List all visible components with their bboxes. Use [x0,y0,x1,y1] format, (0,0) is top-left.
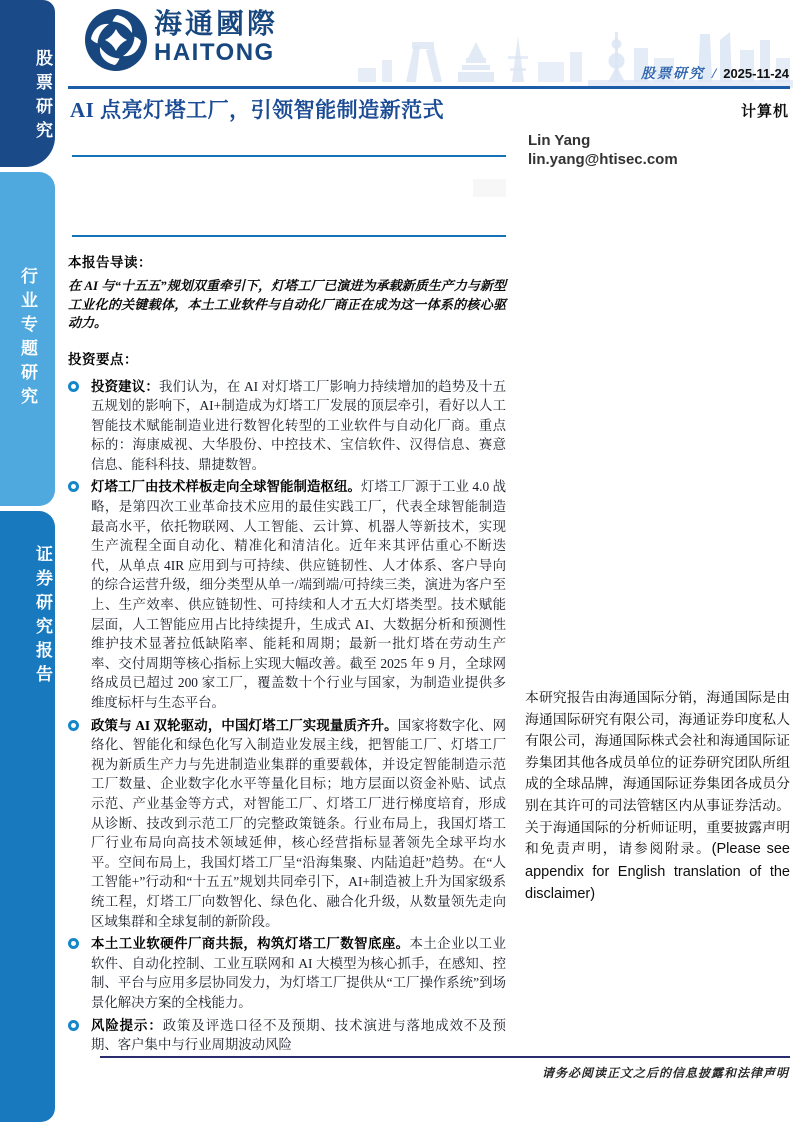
bullet-lead: 投资建议： [91,378,159,394]
report-body [68,251,506,1058]
guide-summary: 在 AI 与“十五五”规划双重牵引下，灯塔工厂已演进为承载新质生产力与新型工业化的关键载体，本土工业软件与自动化厂商正在成为这一体系的核心驱动力。 [68,278,506,330]
bullet-ring-icon [68,381,79,392]
analyst-email[interactable]: lin.yang@htisec.com [528,151,678,168]
list-item [68,377,506,475]
bullet-lead: 本土工业软硬件厂商共振，构筑灯塔工厂数智底座。 [91,936,410,952]
list-item [68,934,506,1012]
brand-wordmark [154,11,278,65]
bullet-body: 国家将数字化、网络化、智能化和绿色化写入制造业发展主线，把智能工厂、灯塔工厂视为新质生产力与先进制造业集群的重要载体，并设定智能制造示范工厂数量、企业数字化水平等量化目标；地方层面以资金补贴、试点示范、产业基金等方式，对智能工厂、灯塔工厂进行梯度培育，形成从诊断、技改到示范工厂的完整政策链条。行业布局上，我国灯塔工厂行业布局向高技术领域延伸，核心经营指标显著领先全球平均水平。空间布局上，我国灯塔工厂呈“沿海集聚、内陆追赶”趋势。在“人工智能+”行动和“十五五”规划共同牵引下，AI+制造被上升为国家级系统工程，灯塔工厂向数智化、绿色化、融合化升级，从数量领先走向区域集群和全球复制的新阶段。 [91,717,507,929]
analyst-name: Lin Yang [528,132,591,149]
header-divider [68,86,790,89]
list-item [68,477,506,712]
bullet-paragraph [91,934,506,1012]
brand-name-en: HAITONG [154,39,275,66]
sidebar-securities-report [0,511,55,1122]
page-title: AI 点亮灯塔工厂，引领智能制造新范式 [70,98,445,122]
sidebar-stock-research-label: 股票研究 [33,48,52,145]
report-type-badge [641,63,789,83]
sidebar-industry-topic-label: 行业专题研究 [18,267,37,411]
guide-heading: 本报告导读： [68,255,152,270]
bullet-lead: 风险提示： [91,1017,163,1033]
sidebar-stock-research [0,0,55,167]
list-item [68,716,506,932]
distribution-disclaimer [525,687,790,906]
bullet-body: 灯塔工厂源于工业 4.0 战略，是第四次工业革命技术应用的最佳实践工厂，代表全球智能制造最高水平，依托物联网、人工智能、云计算、机器人等新技术，实现生产流程全面自动化、精准化和清洁化。近年来其评估重心不断迭代，从单点 4IR 应用到与可持续、供应链韧性、人才体系、客户导向的综合运营升级，细分类型从单一/端到端/可持续三类，演进为客户至上、生产效率、供应链韧性、可持续和人才五大灯塔类型。技术赋能层面，人工智能应用占比持续提升，生成式 AI、大数据分析和预测性维护技术显著拉低缺陷率、能耗和周期；最新一批灯塔在劳动生产率、交付周期等核心指标上实现大幅改善。截至 2025 年 9 月，全球网络成员已超过 200 家工厂，覆盖数十个行业与国家，为制造业提供多维度标杆与生态平台。 [91,479,506,710]
bullet-body: 我们认为，在 AI 对灯塔工厂影响力持续增加的趋势及十五五规划的影响下，AI+制造成为灯塔工厂发展的顶层牵引，看好以人工智能技术赋能制造业进行数智化转型的工业软件与自动化厂商。重点标的：海康威视、大华股份、中控技术、宝信软件、汉得信息、赛意信息、能科科技、鼎捷数智。 [91,378,507,472]
bullet-lead: 政策与 AI 双轮驱动，中国灯塔工厂实现量质齐升。 [91,717,398,733]
disclaimer-en: (Please see appendix for English translation of the disclaimer) [525,841,791,903]
bullet-paragraph [91,377,506,475]
bullet-ring-icon [68,1020,79,1031]
bullet-ring-icon [68,481,79,492]
bullet-body: 本土企业以工业软件、自动化控制、工业互联网和 AI 大模型为核心抓手，在感知、控制、平台与应用多层协同发力，为灯塔工厂提供从“工厂操作系统”到场景化解决方案的全栈能力。 [91,936,507,1010]
badge-separator: / [712,66,717,82]
footer-legal-notice: 请务必阅读正文之后的信息披露和法律声明 [541,1066,789,1080]
footer-divider [100,1056,790,1058]
analyst-table-top-line [72,155,506,157]
sidebar-industry-topic [0,172,55,506]
report-date: 2025-11-24 [723,66,789,81]
bullet-paragraph [91,477,506,712]
haitong-logo-icon [84,8,148,72]
sidebar-securities-report-label: 证券研究报告 [33,545,52,689]
bullet-ring-icon [68,720,79,731]
bullet-paragraph [91,1016,506,1055]
key-points-heading: 投资要点： [68,351,138,367]
analyst-block [528,132,678,168]
report-category-label: 股票研究 [641,67,706,82]
empty-table-cell [473,179,506,197]
list-item [68,1016,506,1055]
bullet-ring-icon [68,938,79,949]
disclaimer-cn: 本研究报告由海通国际分销，海通国际是由海通国际研究有限公司，海通证券印度私人有限公司，海通国际株式会社和海通国际证券集团其他各成员单位的证券研究团队所组成的全球品牌，海通国际证券集团各成员分别在其许可的司法管辖区内从事证券活动。关于海通国际的分析师证明，重要披露声明和免责声明，请参阅附录。 [525,690,790,857]
bullet-lead: 灯塔工厂由技术样板走向全球智能制造枢纽。 [91,479,361,495]
bullet-body: 政策及评选口径不及预期、技术演进与落地成效不及预期、客户集中与行业周期波动风险 [91,1017,507,1053]
industry-label: 计算机 [740,104,789,120]
brand-name-cn: 海通國際 [154,9,279,40]
bullet-paragraph [91,716,506,932]
key-points-list [68,377,506,1055]
analyst-table-bottom-line [72,235,506,237]
